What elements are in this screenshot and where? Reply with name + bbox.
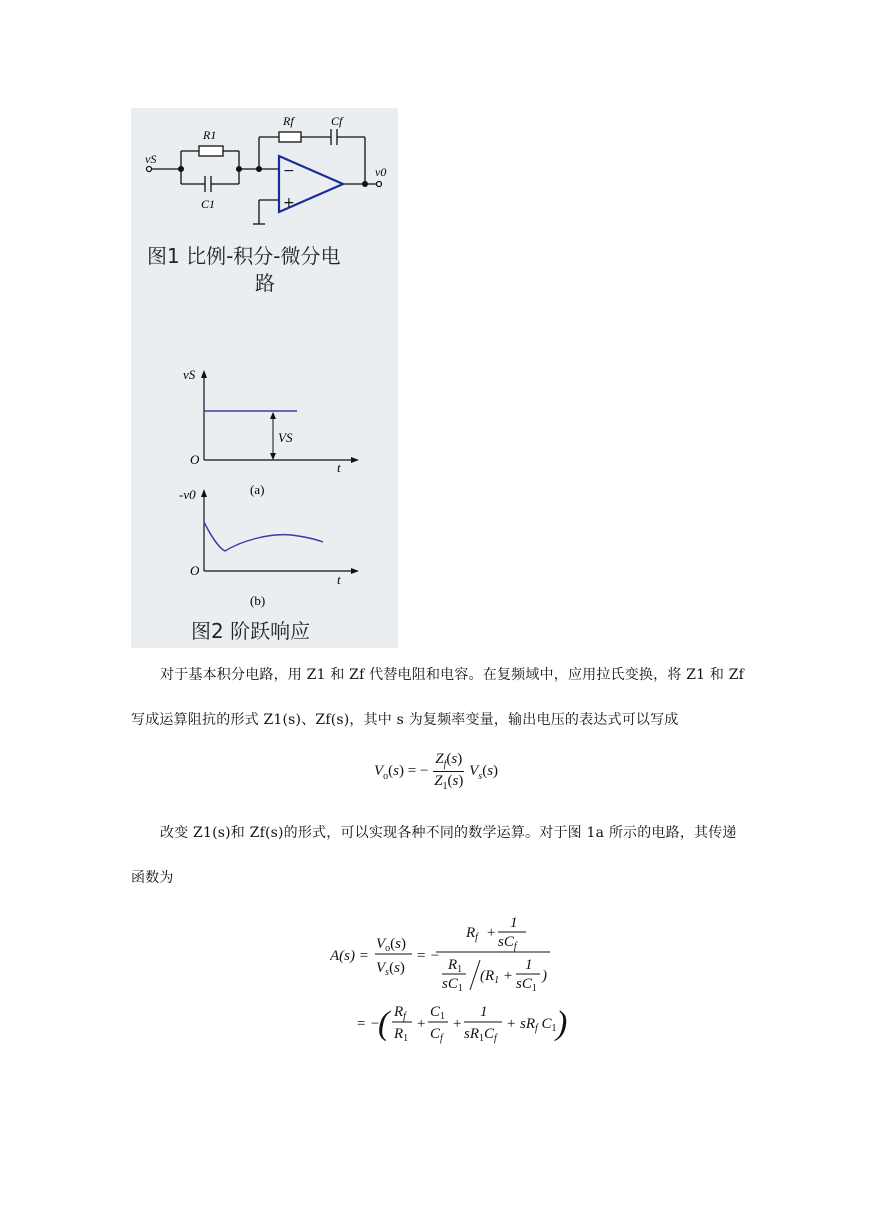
svg-text:1: 1 <box>480 1004 488 1020</box>
svg-text:Vs(s): $V_s(s)$ <box>376 960 405 978</box>
equation-transfer-function <box>330 912 590 1052</box>
svg-text:sR1Cf: $sR_1C_f$ <box>464 1026 497 1044</box>
svg-text:Vo(s): $V_o(s)$ <box>376 936 407 954</box>
figure1-caption-line2: 路 <box>255 271 275 295</box>
figure2-caption: 图2 阶跃响应 <box>191 619 311 643</box>
svg-text:+: + <box>416 1016 427 1032</box>
svg-text:A(s) =: A(s) = <box>330 948 369 964</box>
graph-b-response-curve <box>204 522 323 551</box>
svg-text:sRf C1: $sR_f$ $C_1$ <box>520 1016 557 1034</box>
graph-a-level-label: VS <box>278 430 293 445</box>
opamp-plus: + <box>283 195 295 211</box>
graph-b-origin: O <box>190 563 200 578</box>
graph-b-ylabel: -v0 <box>179 487 196 502</box>
graph-b <box>179 487 359 608</box>
svg-text:Cf: $C_f$ <box>430 1026 443 1044</box>
graph-b-sublabel: (b) <box>250 593 266 608</box>
graph-a-origin: O <box>190 452 200 467</box>
svg-text:): ) <box>542 968 547 984</box>
graph-a <box>183 367 359 497</box>
svg-text:sC1: $sC_1$ <box>442 976 463 994</box>
paragraph1-line2: 写成运算阻抗的形式 Z1(s)、Zf(s)，其中 s 为复频率变量，输出电压的表达式可以写成 <box>131 712 679 728</box>
svg-text:1: 1 <box>510 915 518 931</box>
graph-a-sublabel: (a) <box>250 482 265 497</box>
svg-text:R1: $R_1$ <box>394 1026 409 1044</box>
circuit-schematic <box>147 129 382 224</box>
svg-text:C1: $C_1$ <box>430 1004 446 1022</box>
paragraph2-line1: 改变 Z1(s)和 Zf(s)的形式，可以实现各种不同的数学运算。对于图 1a 所示的电路，其传递 <box>160 825 737 841</box>
circuit-and-response-graphic <box>131 108 398 648</box>
label-c1: C1 <box>201 197 216 211</box>
graph-a-ylabel: vS <box>183 367 196 382</box>
label-rf: Rf <box>283 114 294 128</box>
svg-text:1: 1 <box>525 957 533 973</box>
paragraph2-line2: 函数为 <box>131 870 174 886</box>
svg-text:Rf: $R_f$ <box>394 1004 406 1022</box>
label-r1: R1 <box>203 128 217 142</box>
figure-panel <box>131 108 398 648</box>
equation-vo: $V_o(s)$ = − $\frac{Z_f(s)}{Z_1(s)}$ $V_s(s)$ <box>374 751 499 792</box>
svg-text:= −: = − <box>356 1016 380 1032</box>
figure1-caption-line1: 图1 比例-积分-微分电 <box>147 244 341 268</box>
transfer-function-graphic <box>330 912 590 1052</box>
opamp-minus: − <box>283 163 295 179</box>
svg-text:+: + <box>486 925 497 941</box>
svg-text:sCf: $sC_f$ <box>498 934 517 952</box>
svg-text:(R1 +: ($R_1$ + <box>480 968 514 986</box>
svg-text:+: + <box>452 1016 463 1032</box>
label-vs: vS <box>145 152 157 166</box>
label-cf: Cf <box>331 114 343 128</box>
svg-text:+: + <box>506 1016 517 1032</box>
svg-text:): ) <box>556 1005 568 1042</box>
svg-text:(: ( <box>378 1005 390 1042</box>
svg-text:R1: $R_1$ <box>448 957 463 975</box>
label-vo: v0 <box>375 165 387 179</box>
graph-a-xlabel: t <box>337 460 341 475</box>
svg-text:= −: = − <box>416 948 440 964</box>
svg-text:sC1: $sC_1$ <box>516 976 537 994</box>
graph-b-xlabel: t <box>337 572 341 587</box>
paragraph1-line1: 对于基本积分电路，用 Z1 和 Zf 代替电阻和电容。在复频域中，应用拉氏变换，将 Z1 和 Zf <box>160 667 745 683</box>
svg-text:Rf: $R_f$ <box>466 925 478 943</box>
